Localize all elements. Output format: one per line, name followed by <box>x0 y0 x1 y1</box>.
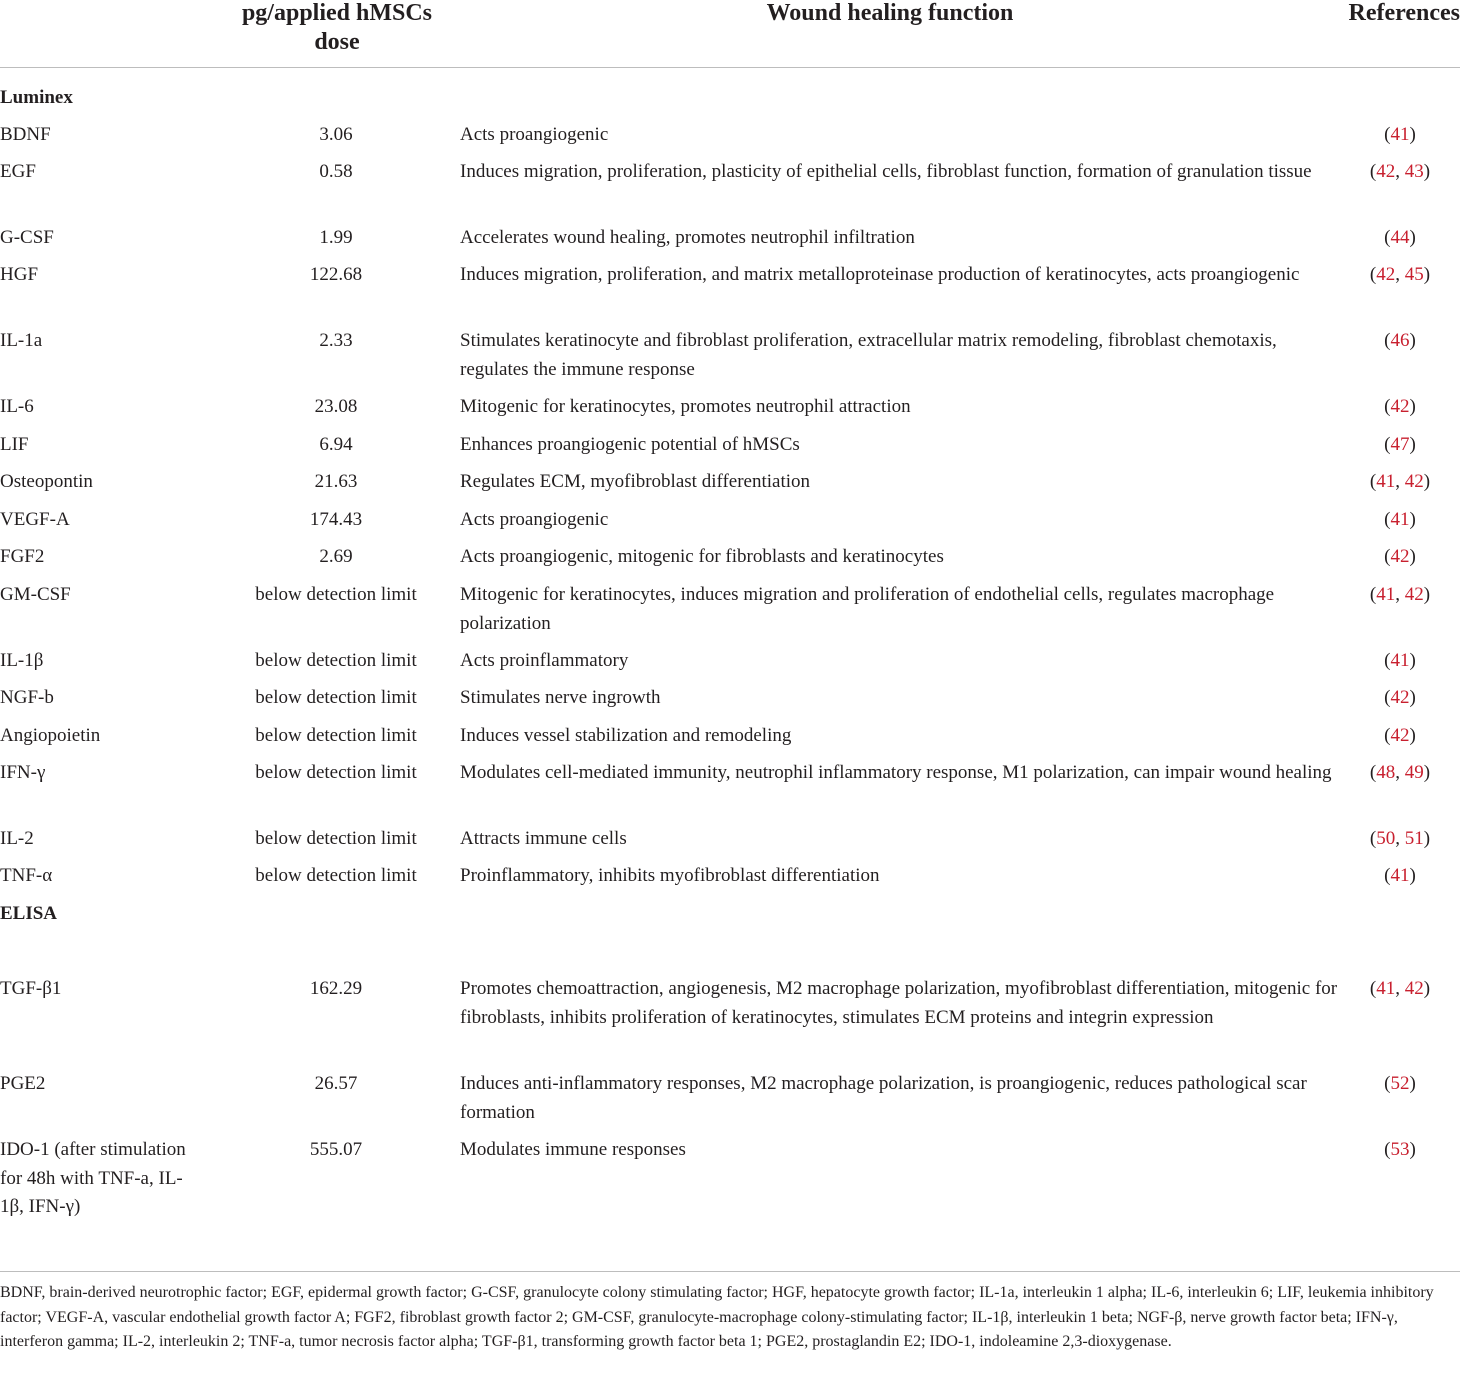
reference-link[interactable]: 47 <box>1390 434 1410 455</box>
reference-link[interactable]: 41 <box>1390 509 1410 530</box>
references-cell: (41, 42) <box>1369 978 1431 999</box>
reference-link[interactable]: 41 <box>1376 471 1396 492</box>
factor-cell: IL-6 <box>0 396 34 417</box>
reference-link[interactable]: 45 <box>1404 264 1424 285</box>
factor-cell: IFN-γ <box>0 762 46 783</box>
references-cell: (42) <box>1384 396 1416 417</box>
function-cell: Induces migration, proliferation, and matrix metalloproteinase production of keratinocytes, acts proangiogenic <box>460 264 1300 285</box>
function-cell: Stimulates keratinocyte and fibroblast proliferation, extracellular matrix remodeling, fibroblast chemotaxis, regulates the immune response <box>460 330 1277 380</box>
reference-link[interactable]: 42 <box>1404 978 1424 999</box>
reference-link[interactable]: 42 <box>1390 687 1410 708</box>
factor-cell: G-CSF <box>0 227 54 248</box>
reference-link[interactable]: 42 <box>1376 264 1396 285</box>
reference-link[interactable]: 42 <box>1376 161 1396 182</box>
function-cell: Induces vessel stabilization and remodeling <box>460 725 792 746</box>
factor-cell: GM-CSF <box>0 584 71 605</box>
dose-cell: 0.58 <box>319 161 353 182</box>
factor-cell: HGF <box>0 264 39 285</box>
references-cell: (41) <box>1384 509 1416 530</box>
factor-cell: PGE2 <box>0 1073 46 1094</box>
function-cell: Promotes chemoattraction, angiogenesis, M2 macrophage polarization, myofibroblast differentiation, mitogenic for fibroblasts, inhibits proliferation of keratinocytes, stimulates ECM proteins and integrin expression <box>460 978 1338 1028</box>
dose-cell: 6.94 <box>319 434 353 455</box>
dose-cell: below detection limit <box>255 828 417 849</box>
reference-link[interactable]: 42 <box>1404 471 1424 492</box>
reference-link[interactable]: 42 <box>1390 546 1410 567</box>
factor-cell: IDO-1 (after stimulation for 48h with TNF-a, IL-1β, IFN-γ) <box>0 1139 186 1217</box>
function-cell: Regulates ECM, myofibroblast differentiation <box>460 471 811 492</box>
function-cell: Induces migration, proliferation, plasticity of epithelial cells, fibroblast function, formation of granulation tissue <box>460 161 1312 182</box>
reference-link[interactable]: 42 <box>1390 396 1410 417</box>
dose-cell: 174.43 <box>309 509 363 530</box>
references-cell: (52) <box>1384 1073 1416 1094</box>
reference-link[interactable]: 44 <box>1390 227 1410 248</box>
dose-cell: 555.07 <box>309 1139 363 1160</box>
factor-cell: EGF <box>0 161 36 182</box>
factor-cell: TGF-β1 <box>0 978 62 999</box>
references-cell: (44) <box>1384 227 1416 248</box>
function-cell: Proinflammatory, inhibits myofibroblast differentiation <box>460 865 880 886</box>
reference-link[interactable]: 46 <box>1390 330 1410 351</box>
footer-rule <box>0 1271 1460 1272</box>
dose-cell: 122.68 <box>309 264 363 285</box>
factor-cell: IL-2 <box>0 828 34 849</box>
reference-link[interactable]: 42 <box>1404 584 1424 605</box>
factor-cell: VEGF-A <box>0 509 70 530</box>
function-cell: Modulates immune responses <box>460 1139 686 1160</box>
reference-link[interactable]: 52 <box>1390 1073 1410 1094</box>
reference-link[interactable]: 48 <box>1376 762 1396 783</box>
references-cell: (41) <box>1384 650 1416 671</box>
function-cell: Enhances proangiogenic potential of hMSCs <box>460 434 800 455</box>
references-cell: (42) <box>1384 725 1416 746</box>
references-cell: (41, 42) <box>1369 471 1431 492</box>
function-cell: Acts proinflammatory <box>460 650 629 671</box>
references-cell: (53) <box>1384 1139 1416 1160</box>
function-cell: Attracts immune cells <box>460 828 627 849</box>
reference-link[interactable]: 41 <box>1376 584 1396 605</box>
factor-cell: NGF-b <box>0 687 54 708</box>
function-cell: Mitogenic for keratinocytes, promotes neutrophil attraction <box>460 396 911 417</box>
references-cell: (42) <box>1384 546 1416 567</box>
references-cell: (48, 49) <box>1369 762 1431 783</box>
function-cell: Induces anti-inflammatory responses, M2 macrophage polarization, is proangiogenic, reduces pathological scar formation <box>460 1073 1307 1123</box>
references-cell: (47) <box>1384 434 1416 455</box>
dose-cell: 26.57 <box>314 1073 358 1094</box>
function-cell: Mitogenic for keratinocytes, induces migration and proliferation of endothelial cells, regulates macrophage polarization <box>460 584 1275 634</box>
function-cell: Stimulates nerve ingrowth <box>460 687 661 708</box>
factor-cell: FGF2 <box>0 546 45 567</box>
dose-cell: 21.63 <box>314 471 358 492</box>
reference-link[interactable]: 51 <box>1404 828 1424 849</box>
section-label: Luminex <box>0 87 73 108</box>
references-cell: (42, 43) <box>1369 161 1431 182</box>
factor-cell: TNF-α <box>0 865 53 886</box>
factor-cell: BDNF <box>0 124 51 145</box>
function-cell: Acts proangiogenic <box>460 509 609 530</box>
references-cell: (42) <box>1384 687 1416 708</box>
dose-cell: 1.99 <box>319 227 353 248</box>
header-function: Wound healing function <box>766 0 1014 26</box>
dose-cell: below detection limit <box>255 687 417 708</box>
dose-cell: 162.29 <box>309 978 363 999</box>
header-dose: pg/applied hMSCs dose <box>241 0 433 55</box>
references-cell: (50, 51) <box>1369 828 1431 849</box>
dose-cell: 3.06 <box>319 124 353 145</box>
reference-link[interactable]: 41 <box>1390 124 1410 145</box>
factor-cell: Angiopoietin <box>0 725 101 746</box>
reference-link[interactable]: 42 <box>1390 725 1410 746</box>
reference-link[interactable]: 41 <box>1376 978 1396 999</box>
dose-cell: below detection limit <box>255 865 417 886</box>
dose-cell: below detection limit <box>255 725 417 746</box>
section-label: ELISA <box>0 903 58 924</box>
reference-link[interactable]: 53 <box>1390 1139 1410 1160</box>
dose-cell: below detection limit <box>255 762 417 783</box>
dose-cell: 23.08 <box>314 396 358 417</box>
dose-cell: 2.33 <box>319 330 353 351</box>
factor-cell: Osteopontin <box>0 471 93 492</box>
factor-cell: IL-1a <box>0 330 43 351</box>
reference-link[interactable]: 50 <box>1376 828 1396 849</box>
dose-cell: 2.69 <box>319 546 353 567</box>
function-cell: Acts proangiogenic, mitogenic for fibroblasts and keratinocytes <box>460 546 944 567</box>
header-rule <box>0 67 1460 68</box>
references-cell: (46) <box>1384 330 1416 351</box>
header-references: References <box>1348 0 1460 26</box>
reference-link[interactable]: 41 <box>1390 650 1410 671</box>
dose-cell: below detection limit <box>255 650 417 671</box>
function-cell: Modulates cell-mediated immunity, neutrophil inflammatory response, M1 polarization, can impair wound healing <box>460 762 1332 783</box>
references-cell: (41) <box>1384 124 1416 145</box>
table-footnote: BDNF, brain-derived neurotrophic factor; EGF, epidermal growth factor; G-CSF, granulocyte colony stimulating factor; HGF, hepatocyte growth factor; IL-1a, interleukin 1 alpha; IL-6, interleukin 6; LIF, leukemia inhibitory factor; VEGF-A, vascular endothelial growth factor A; FGF2, fibroblast growth factor 2; GM-CSF, granulocyte-macrophage colony-stimulating factor; IL-1β, interleukin 1 beta; NGF-β, nerve growth factor beta; IFN-γ, interferon gamma; IL-2, interleukin 2; TNF-a, tumor necrosis factor alpha; TGF-β1, transforming growth factor beta 1; PGE2, prostaglandin E2; IDO-1, indoleamine 2,3-dioxygenase. <box>0 1284 1434 1350</box>
reference-link[interactable]: 43 <box>1404 161 1424 182</box>
references-cell: (41) <box>1384 865 1416 886</box>
factor-cell: IL-1β <box>0 650 44 671</box>
function-cell: Accelerates wound healing, promotes neutrophil infiltration <box>460 227 915 248</box>
function-cell: Acts proangiogenic <box>460 124 609 145</box>
reference-link[interactable]: 41 <box>1390 865 1410 886</box>
reference-link[interactable]: 49 <box>1404 762 1424 783</box>
dose-cell: below detection limit <box>255 584 417 605</box>
references-cell: (41, 42) <box>1369 584 1431 605</box>
references-cell: (42, 45) <box>1369 264 1431 285</box>
factor-cell: LIF <box>0 434 29 455</box>
